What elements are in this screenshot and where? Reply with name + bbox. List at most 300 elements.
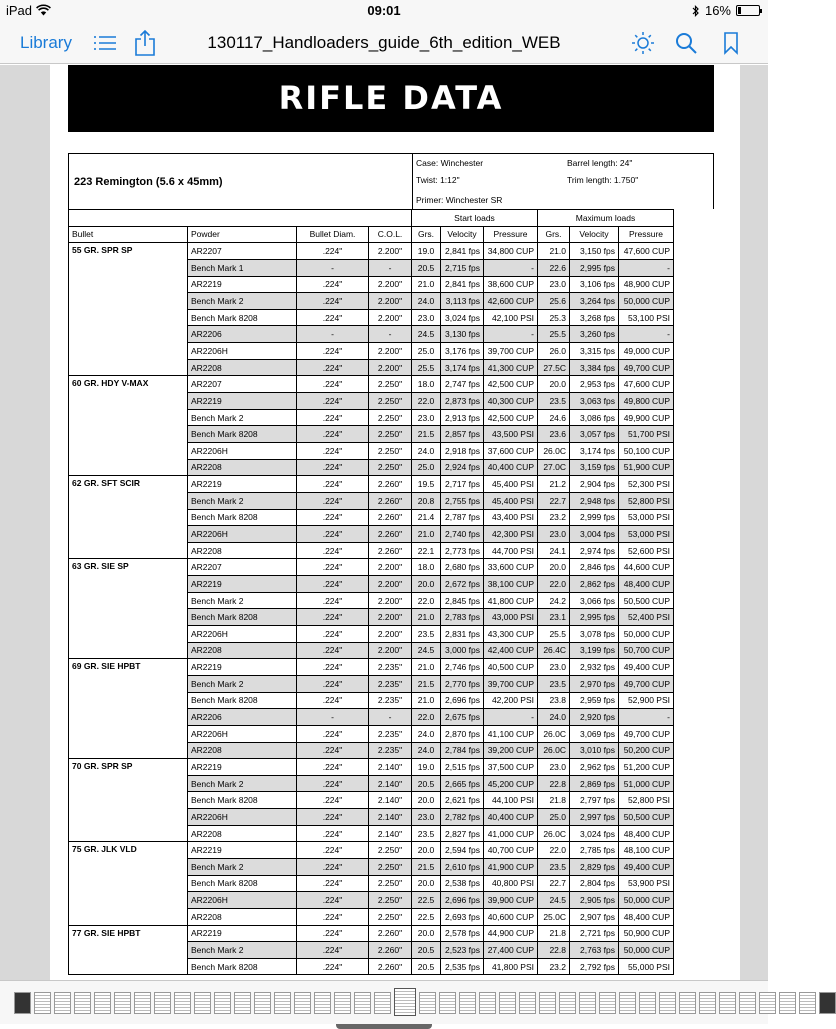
cell-col: 2.235" <box>369 659 412 676</box>
cell-max-grs: 21.8 <box>538 925 570 942</box>
cell-start-pressure: 38,100 CUP <box>484 576 538 593</box>
cell-max-velocity: 2,792 fps <box>570 958 619 975</box>
thumbnail-page[interactable] <box>234 992 251 1014</box>
cell-powder: Bench Mark 2 <box>188 775 297 792</box>
share-icon[interactable] <box>130 28 160 58</box>
cell-powder: Bench Mark 8208 <box>188 426 297 443</box>
cell-powder: AR2219 <box>188 659 297 676</box>
cell-col: 2.235" <box>369 742 412 759</box>
cell-max-pressure: 49,400 CUP <box>619 659 674 676</box>
cell-bullet-diam: .224" <box>297 642 369 659</box>
cell-col: 2.200" <box>369 642 412 659</box>
cell-col: 2.250" <box>369 376 412 393</box>
cell-max-velocity: 3,106 fps <box>570 276 619 293</box>
cell-start-pressure: 43,500 PSI <box>484 426 538 443</box>
cell-col: - <box>369 709 412 726</box>
cell-max-pressure: - <box>619 259 674 276</box>
cell-max-velocity: 3,315 fps <box>570 343 619 360</box>
caliber-title: 223 Remington (5.6 x 45mm) <box>74 176 223 188</box>
cell-start-grs: 21.0 <box>412 526 441 543</box>
cell-start-pressure: 38,600 CUP <box>484 276 538 293</box>
cell-start-pressure: 40,300 CUP <box>484 393 538 410</box>
thumbnail-page[interactable] <box>459 992 476 1014</box>
cell-bullet-diam: - <box>297 259 369 276</box>
cell-max-grs: 25.0 <box>538 809 570 826</box>
cell-max-grs: 24.1 <box>538 542 570 559</box>
cell-start-grs: 20.5 <box>412 958 441 975</box>
page-banner: RIFLE DATA <box>68 65 714 132</box>
cell-start-grs: 22.5 <box>412 908 441 925</box>
thumbnail-page[interactable] <box>134 992 151 1014</box>
cell-bullet-diam: .224" <box>297 858 369 875</box>
cell-max-velocity: 3,264 fps <box>570 293 619 310</box>
status-bar <box>0 0 768 22</box>
thumbnail-page[interactable] <box>659 992 676 1014</box>
cell-bullet-diam: - <box>297 709 369 726</box>
cell-max-pressure: 52,800 PSI <box>619 792 674 809</box>
thumbnail-page[interactable] <box>419 992 436 1014</box>
cell-max-pressure: 50,000 CUP <box>619 293 674 310</box>
cell-start-pressure: 45,400 PSI <box>484 476 538 493</box>
thumbnail-page[interactable] <box>214 992 231 1014</box>
cell-bullet-diam: .224" <box>297 343 369 360</box>
cell-col: 2.235" <box>369 725 412 742</box>
cell-start-pressure: 42,600 CUP <box>484 293 538 310</box>
cell-start-grs: 21.0 <box>412 609 441 626</box>
cell-max-grs: 24.5 <box>538 892 570 909</box>
cell-start-velocity: 3,176 fps <box>441 343 484 360</box>
cell-max-velocity: 2,804 fps <box>570 875 619 892</box>
thumbnail-page[interactable] <box>479 992 496 1014</box>
column-header-max-pressure: Pressure <box>619 226 674 243</box>
cell-col: 2.200" <box>369 559 412 576</box>
cell-start-grs: 22.0 <box>412 393 441 410</box>
cell-start-pressure: 41,000 CUP <box>484 825 538 842</box>
thumbnail-page[interactable] <box>174 992 191 1014</box>
cell-bullet-diam: .224" <box>297 309 369 326</box>
thumbnail-page[interactable] <box>254 992 271 1014</box>
cell-max-grs: 23.2 <box>538 509 570 526</box>
cell-max-grs: 26.0C <box>538 742 570 759</box>
cell-max-grs: 25.5 <box>538 626 570 643</box>
cell-max-pressure: 50,500 CUP <box>619 809 674 826</box>
group-header-row <box>69 210 674 227</box>
cell-max-pressure: 48,100 CUP <box>619 842 674 859</box>
cell-max-grs: 23.8 <box>538 692 570 709</box>
cell-max-velocity: 3,384 fps <box>570 359 619 376</box>
cell-start-grs: 20.0 <box>412 842 441 859</box>
library-button[interactable]: Library <box>20 33 72 52</box>
cell-max-grs: 26.0 <box>538 343 570 360</box>
cell-powder: Bench Mark 8208 <box>188 692 297 709</box>
spec-primer: Primer: Winchester SR <box>416 195 503 205</box>
bullet-name: 75 GR. JLK VLD <box>69 842 188 925</box>
cell-bullet-diam: .224" <box>297 792 369 809</box>
cell-max-grs: 27.0C <box>538 459 570 476</box>
cell-max-velocity: 3,086 fps <box>570 409 619 426</box>
thumbnail-page[interactable] <box>619 992 636 1014</box>
cell-max-pressure: 50,000 CUP <box>619 892 674 909</box>
device-label: iPad <box>6 3 33 18</box>
cell-max-grs: 24.2 <box>538 592 570 609</box>
thumbnail-page[interactable] <box>74 992 91 1014</box>
brightness-icon[interactable] <box>628 28 658 58</box>
thumbnail-page[interactable] <box>779 992 796 1014</box>
cell-max-velocity: 2,904 fps <box>570 476 619 493</box>
cell-max-pressure: 48,400 CUP <box>619 825 674 842</box>
cell-start-pressure: 42,200 PSI <box>484 692 538 709</box>
cell-bullet-diam: .224" <box>297 492 369 509</box>
cell-start-velocity: 2,594 fps <box>441 842 484 859</box>
cell-start-pressure: 37,500 CUP <box>484 759 538 776</box>
table-row <box>69 243 674 260</box>
cell-start-grs: 21.5 <box>412 426 441 443</box>
cell-bullet-diam: .224" <box>297 692 369 709</box>
column-header-bullet-diam: Bullet Diam. <box>297 226 369 243</box>
cell-start-pressure: - <box>484 259 538 276</box>
thumbnail-page[interactable] <box>639 992 656 1014</box>
cell-bullet-diam: .224" <box>297 875 369 892</box>
cell-max-grs: 20.0 <box>538 559 570 576</box>
thumbnail-page[interactable] <box>739 992 756 1014</box>
cell-start-pressure: 37,600 CUP <box>484 442 538 459</box>
document-viewer[interactable] <box>0 65 768 980</box>
cell-max-velocity: 2,785 fps <box>570 842 619 859</box>
cell-max-pressure: 53,000 PSI <box>619 526 674 543</box>
cell-max-velocity: 2,995 fps <box>570 259 619 276</box>
cell-start-velocity: 2,696 fps <box>441 892 484 909</box>
cell-start-pressure: 43,000 PSI <box>484 609 538 626</box>
cell-max-velocity: 3,057 fps <box>570 426 619 443</box>
cell-start-grs: 21.5 <box>412 675 441 692</box>
cell-start-velocity: 2,782 fps <box>441 809 484 826</box>
thumbnail-page[interactable] <box>374 992 391 1014</box>
cell-col: 2.250" <box>369 409 412 426</box>
cell-max-pressure: 47,600 CUP <box>619 243 674 260</box>
cell-start-velocity: 2,696 fps <box>441 692 484 709</box>
cell-col: 2.250" <box>369 908 412 925</box>
cell-max-grs: 26.0C <box>538 725 570 742</box>
cell-start-grs: 23.5 <box>412 626 441 643</box>
cell-start-pressure: 43,300 CUP <box>484 626 538 643</box>
cell-start-grs: 20.5 <box>412 942 441 959</box>
cell-start-pressure: 39,700 CUP <box>484 343 538 360</box>
cell-start-velocity: 2,918 fps <box>441 442 484 459</box>
cell-start-velocity: 2,535 fps <box>441 958 484 975</box>
thumbnail-page[interactable] <box>114 992 131 1014</box>
cell-col: 2.250" <box>369 875 412 892</box>
cell-start-pressure: 44,900 CUP <box>484 925 538 942</box>
cell-max-pressure: - <box>619 326 674 343</box>
cell-powder: Bench Mark 2 <box>188 409 297 426</box>
cell-col: 2.140" <box>369 775 412 792</box>
cell-bullet-diam: .224" <box>297 526 369 543</box>
cell-bullet-diam: .224" <box>297 243 369 260</box>
cell-col: 2.260" <box>369 958 412 975</box>
cell-max-pressure: 52,900 PSI <box>619 692 674 709</box>
cell-max-pressure: 51,700 PSI <box>619 426 674 443</box>
cell-max-velocity: 2,869 fps <box>570 775 619 792</box>
thumbnail-page[interactable] <box>274 992 291 1014</box>
thumbnail-page[interactable] <box>54 992 71 1014</box>
cell-max-pressure: 49,700 CUP <box>619 359 674 376</box>
cell-max-velocity: 2,970 fps <box>570 675 619 692</box>
cell-start-grs: 21.0 <box>412 276 441 293</box>
cell-start-velocity: 2,924 fps <box>441 459 484 476</box>
cell-max-velocity: 2,721 fps <box>570 925 619 942</box>
bullet-name: 77 GR. SIE HPBT <box>69 925 188 975</box>
thumbnail-scrubber[interactable] <box>0 980 768 1024</box>
cell-max-pressure: 44,600 CUP <box>619 559 674 576</box>
column-header-start-pressure: Pressure <box>484 226 538 243</box>
thumbnail-page[interactable] <box>354 992 371 1014</box>
cell-start-pressure: 41,900 CUP <box>484 858 538 875</box>
cell-max-velocity: 3,063 fps <box>570 393 619 410</box>
battery-percent: 16% <box>704 3 731 18</box>
cell-start-grs: 24.0 <box>412 742 441 759</box>
search-icon[interactable] <box>671 28 701 58</box>
cell-start-velocity: 3,024 fps <box>441 309 484 326</box>
cell-col: 2.200" <box>369 626 412 643</box>
cell-start-pressure: 40,500 CUP <box>484 659 538 676</box>
cell-start-grs: 23.0 <box>412 809 441 826</box>
cell-col: 2.260" <box>369 925 412 942</box>
table-row <box>69 759 674 776</box>
cell-bullet-diam: .224" <box>297 542 369 559</box>
start-loads-header: Start loads <box>412 210 538 227</box>
cell-start-grs: 19.0 <box>412 243 441 260</box>
cell-max-velocity: 3,066 fps <box>570 592 619 609</box>
cell-start-pressure: 40,800 PSI <box>484 875 538 892</box>
cell-max-pressure: 49,800 CUP <box>619 393 674 410</box>
cell-powder: Bench Mark 2 <box>188 492 297 509</box>
thumbnail-page[interactable] <box>599 992 616 1014</box>
cell-max-grs: 24.6 <box>538 409 570 426</box>
cell-max-grs: 25.6 <box>538 293 570 310</box>
cell-max-grs: 21.0 <box>538 243 570 260</box>
cell-col: 2.140" <box>369 809 412 826</box>
cell-max-grs: 23.0 <box>538 759 570 776</box>
cell-start-grs: 24.5 <box>412 642 441 659</box>
thumbnail-page[interactable] <box>314 992 331 1014</box>
cell-start-velocity: 2,715 fps <box>441 259 484 276</box>
cell-powder: AR2208 <box>188 459 297 476</box>
thumbnail-page[interactable] <box>699 992 716 1014</box>
cell-max-pressure: 50,100 CUP <box>619 442 674 459</box>
spec-case: Case: Winchester <box>416 158 484 168</box>
document-title: 130117_Handloaders_guide_6th_edition_WEB <box>207 33 561 52</box>
cell-bullet-diam: .224" <box>297 659 369 676</box>
cell-max-velocity: 2,959 fps <box>570 692 619 709</box>
cell-max-grs: 20.0 <box>538 376 570 393</box>
bullet-name: 70 GR. SPR SP <box>69 759 188 842</box>
cell-start-pressure: 39,900 CUP <box>484 892 538 909</box>
cell-start-pressure: 42,500 CUP <box>484 376 538 393</box>
pdf-page <box>50 65 740 980</box>
cell-max-grs: 22.0 <box>538 842 570 859</box>
cell-powder: Bench Mark 2 <box>188 942 297 959</box>
cell-max-grs: 26.0C <box>538 442 570 459</box>
cell-max-grs: 22.0 <box>538 576 570 593</box>
thumbnail-page[interactable] <box>759 992 776 1014</box>
cell-bullet-diam: .224" <box>297 958 369 975</box>
cell-max-velocity: 2,962 fps <box>570 759 619 776</box>
cell-max-grs: 22.8 <box>538 942 570 959</box>
thumbnail-page[interactable] <box>499 992 516 1014</box>
cell-col: 2.200" <box>369 293 412 310</box>
thumbnail-current-page[interactable] <box>394 988 416 1016</box>
cell-powder: AR2206H <box>188 343 297 360</box>
cell-max-pressure: 49,400 CUP <box>619 858 674 875</box>
thumbnail-page[interactable] <box>539 992 556 1014</box>
cell-max-grs: 23.1 <box>538 609 570 626</box>
cell-max-velocity: 3,150 fps <box>570 243 619 260</box>
cell-powder: Bench Mark 2 <box>188 675 297 692</box>
cell-max-velocity: 3,004 fps <box>570 526 619 543</box>
cell-max-velocity: 3,159 fps <box>570 459 619 476</box>
cell-max-grs: 23.0 <box>538 276 570 293</box>
table-body <box>69 243 674 975</box>
cell-start-pressure: 42,500 CUP <box>484 409 538 426</box>
cell-max-velocity: 3,078 fps <box>570 626 619 643</box>
cell-max-grs: 23.6 <box>538 426 570 443</box>
cell-bullet-diam: .224" <box>297 742 369 759</box>
cell-powder: AR2219 <box>188 476 297 493</box>
cell-max-velocity: 3,024 fps <box>570 825 619 842</box>
group-header-blank <box>69 210 412 227</box>
thumbnail-page[interactable] <box>154 992 171 1014</box>
cell-col: - <box>369 259 412 276</box>
thumbnail-page[interactable] <box>439 992 456 1014</box>
cell-powder: AR2206H <box>188 442 297 459</box>
cell-bullet-diam: .224" <box>297 393 369 410</box>
cell-bullet-diam: .224" <box>297 809 369 826</box>
cell-max-pressure: 52,400 PSI <box>619 609 674 626</box>
thumbnail-page[interactable] <box>294 992 311 1014</box>
cell-powder: AR2219 <box>188 393 297 410</box>
cell-powder: AR2208 <box>188 542 297 559</box>
cell-powder: Bench Mark 8208 <box>188 792 297 809</box>
cell-start-grs: 23.5 <box>412 825 441 842</box>
thumbnail-page[interactable] <box>334 992 351 1014</box>
bluetooth-icon <box>692 5 700 17</box>
cell-start-velocity: 2,873 fps <box>441 393 484 410</box>
cell-start-velocity: 2,845 fps <box>441 592 484 609</box>
cell-start-velocity: 3,113 fps <box>441 293 484 310</box>
cell-bullet-diam: .224" <box>297 276 369 293</box>
cell-max-grs: 23.5 <box>538 393 570 410</box>
cell-col: 2.235" <box>369 692 412 709</box>
cell-bullet-diam: .224" <box>297 892 369 909</box>
cell-max-pressure: 50,000 CUP <box>619 942 674 959</box>
thumbnail-page[interactable] <box>194 992 211 1014</box>
cell-powder: AR2207 <box>188 559 297 576</box>
cell-max-grs: 26.4C <box>538 642 570 659</box>
cell-start-grs: 20.0 <box>412 576 441 593</box>
cell-powder: Bench Mark 8208 <box>188 875 297 892</box>
cell-powder: AR2207 <box>188 243 297 260</box>
cell-max-pressure: 52,600 PSI <box>619 542 674 559</box>
cell-start-pressure: 40,400 CUP <box>484 459 538 476</box>
cell-bullet-diam: .224" <box>297 559 369 576</box>
cell-bullet-diam: .224" <box>297 842 369 859</box>
cell-bullet-diam: .224" <box>297 409 369 426</box>
cell-start-velocity: 2,680 fps <box>441 559 484 576</box>
cell-start-velocity: 2,746 fps <box>441 659 484 676</box>
cell-start-velocity: 2,783 fps <box>441 609 484 626</box>
thumbnail-strip[interactable] <box>14 992 836 1016</box>
thumbnail-page[interactable] <box>559 992 576 1014</box>
cell-max-pressure: 48,400 CUP <box>619 908 674 925</box>
cell-max-velocity: 2,997 fps <box>570 809 619 826</box>
thumbnail-page[interactable] <box>799 992 816 1014</box>
cell-bullet-diam: .224" <box>297 426 369 443</box>
cell-bullet-diam: .224" <box>297 825 369 842</box>
thumbnail-page[interactable] <box>819 992 836 1014</box>
thumbnail-page[interactable] <box>94 992 111 1014</box>
cell-powder: AR2208 <box>188 642 297 659</box>
cell-powder: AR2219 <box>188 276 297 293</box>
cell-start-pressure: - <box>484 709 538 726</box>
thumbnail-page[interactable] <box>519 992 536 1014</box>
cell-powder: Bench Mark 8208 <box>188 609 297 626</box>
cell-col: 2.260" <box>369 942 412 959</box>
cell-max-pressure: 50,700 CUP <box>619 642 674 659</box>
cell-start-velocity: 2,665 fps <box>441 775 484 792</box>
cell-start-grs: 18.0 <box>412 376 441 393</box>
cell-start-grs: 22.0 <box>412 592 441 609</box>
cell-start-pressure: 40,400 CUP <box>484 809 538 826</box>
cartridge-specs <box>412 154 714 210</box>
cell-bullet-diam: .224" <box>297 675 369 692</box>
list-icon[interactable] <box>90 28 120 58</box>
thumbnail-page[interactable] <box>34 992 51 1014</box>
cell-bullet-diam: .224" <box>297 609 369 626</box>
cell-col: 2.260" <box>369 542 412 559</box>
cell-powder: AR2208 <box>188 908 297 925</box>
cell-max-pressure: 51,900 CUP <box>619 459 674 476</box>
cell-start-velocity: 2,693 fps <box>441 908 484 925</box>
bookmark-icon[interactable] <box>716 28 746 58</box>
cell-max-velocity: 2,846 fps <box>570 559 619 576</box>
cell-max-pressure: 49,900 CUP <box>619 409 674 426</box>
column-header-start-grs: Grs. <box>412 226 441 243</box>
thumbnail-page[interactable] <box>719 992 736 1014</box>
cell-start-pressure: 42,300 PSI <box>484 526 538 543</box>
cell-start-pressure: 40,600 CUP <box>484 908 538 925</box>
cell-col: 2.200" <box>369 276 412 293</box>
cell-max-pressure: 52,800 PSI <box>619 492 674 509</box>
cell-start-grs: 20.5 <box>412 259 441 276</box>
cell-start-pressure: 41,800 CUP <box>484 592 538 609</box>
cell-col: 2.200" <box>369 592 412 609</box>
thumbnail-page[interactable] <box>14 992 31 1014</box>
cell-start-grs: 23.0 <box>412 309 441 326</box>
thumbnail-page[interactable] <box>679 992 696 1014</box>
cell-start-velocity: 2,755 fps <box>441 492 484 509</box>
cell-start-velocity: 2,870 fps <box>441 725 484 742</box>
cell-powder: AR2208 <box>188 825 297 842</box>
cell-max-velocity: 2,974 fps <box>570 542 619 559</box>
thumbnail-page[interactable] <box>579 992 596 1014</box>
cell-bullet-diam: .224" <box>297 725 369 742</box>
cell-col: 2.200" <box>369 609 412 626</box>
cell-start-grs: 25.0 <box>412 343 441 360</box>
cell-bullet-diam: .224" <box>297 293 369 310</box>
cell-max-velocity: 2,948 fps <box>570 492 619 509</box>
cell-powder: AR2206H <box>188 809 297 826</box>
cell-col: 2.140" <box>369 759 412 776</box>
